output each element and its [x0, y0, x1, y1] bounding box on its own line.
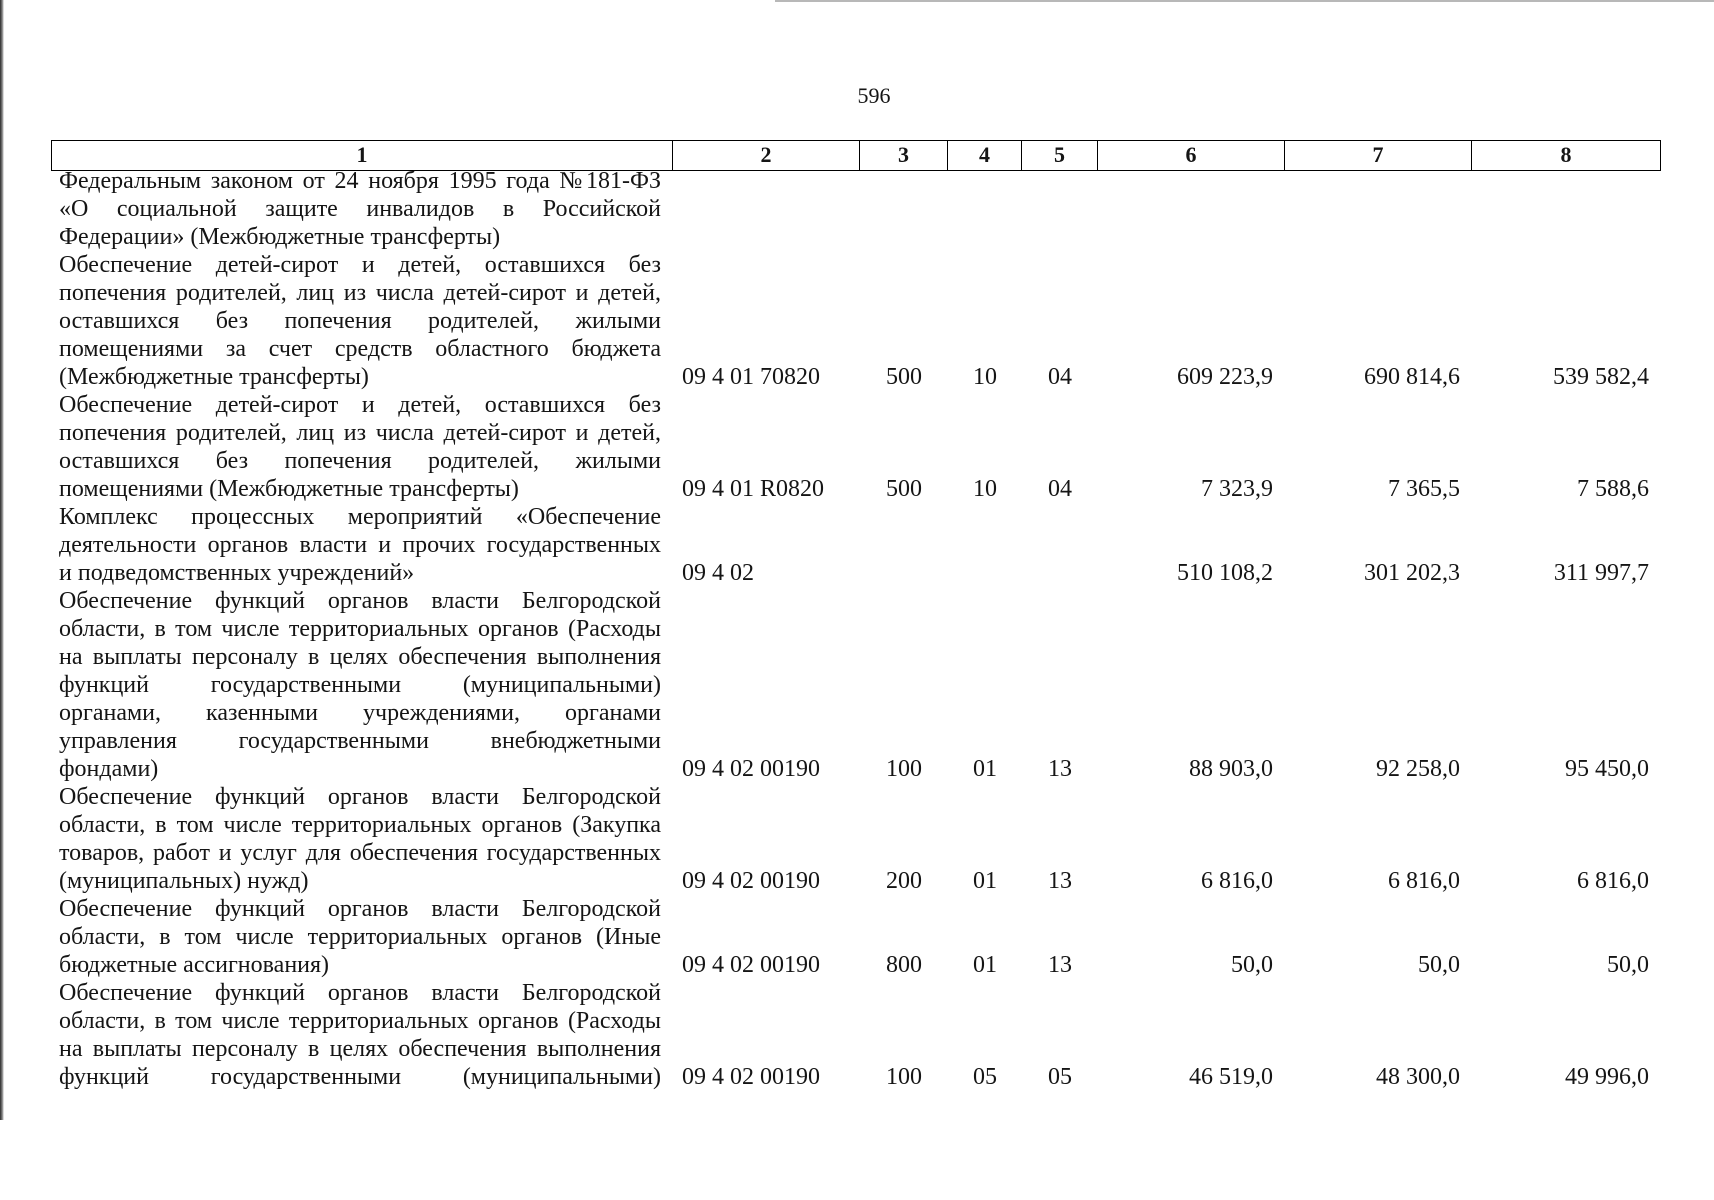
table-cell-col7: 7 365,5	[1388, 476, 1460, 502]
description-line: и подведомственных учреждений»	[59, 560, 415, 586]
description-line: помещениями за счет средств областного бюджета	[59, 336, 661, 362]
description-line: на выплаты персоналу в целях обеспечения выполнения	[59, 644, 661, 670]
description-line: «О социальной защите инвалидов в Российской	[59, 196, 661, 222]
table-cell-col7: 690 814,6	[1364, 364, 1460, 390]
table-cell-col8: 539 582,4	[1553, 364, 1649, 390]
table-row	[51, 979, 1661, 1091]
description-line: функций государственными (муниципальными)	[59, 672, 661, 698]
description-line: области, в том числе территориальных органов (Расходы	[59, 1008, 661, 1034]
table-row	[51, 895, 1661, 979]
table-body	[51, 167, 1661, 1091]
description-line: на выплаты персоналу в целях обеспечения выполнения	[59, 1036, 661, 1062]
header-cell-col7: 7	[1285, 140, 1472, 171]
table-cell-col4: 01	[973, 868, 997, 894]
header-cell-col8: 8	[1472, 140, 1661, 171]
description-line: Комплекс процессных мероприятий «Обеспечение	[59, 504, 661, 530]
description-line: Обеспечение детей-сирот и детей, оставшихся без	[59, 252, 661, 278]
table-cell-col8: 49 996,0	[1565, 1064, 1649, 1090]
description-line: (муниципальных) нужд)	[59, 868, 309, 894]
table-cell-col3: 500	[886, 364, 922, 390]
table-cell-col5	[1022, 223, 1098, 251]
description-line: помещениями (Межбюджетные трансферты)	[59, 476, 519, 502]
table-cell-col5: 05	[1048, 1064, 1072, 1090]
description-line: попечения родителей, лиц из числа детей-сирот и детей,	[59, 280, 661, 306]
table-row	[51, 503, 1661, 587]
table-cell-col3: 100	[886, 756, 922, 782]
table-cell-col7: 301 202,3	[1364, 560, 1460, 586]
table-cell-col2: 09 4 02 00190	[682, 756, 820, 782]
scan-edge-top	[775, 0, 1714, 2]
description-line: (Межбюджетные трансферты)	[59, 364, 369, 390]
description-line: Обеспечение детей-сирот и детей, оставшихся без	[59, 392, 661, 418]
table-row	[51, 391, 1661, 503]
table-cell-col4: 05	[973, 1064, 997, 1090]
description-line: фондами)	[59, 756, 159, 782]
table-row	[51, 251, 1661, 391]
table-cell-col3: 200	[886, 868, 922, 894]
table-cell-col4	[948, 223, 1022, 251]
table-cell-col8	[1472, 223, 1661, 251]
table-cell-col5: 13	[1048, 952, 1072, 978]
description-line: товаров, работ и услуг для обеспечения государственных	[59, 840, 661, 866]
description-line: Обеспечение функций органов власти Белгородской	[59, 896, 661, 922]
table-cell-col6: 7 323,9	[1201, 476, 1273, 502]
row-description	[51, 587, 673, 783]
header-cell-col2: 2	[673, 140, 860, 171]
table-cell-col2: 09 4 01 70820	[682, 364, 820, 390]
table-cell-col2: 09 4 02 00190	[682, 952, 820, 978]
table-cell-col6: 609 223,9	[1177, 364, 1273, 390]
description-line: деятельности органов власти и прочих государственных	[59, 532, 661, 558]
row-description	[51, 251, 673, 391]
description-line: управления государственными внебюджетными	[59, 728, 661, 754]
header-cell-col3: 3	[860, 140, 948, 171]
header-cell-col6: 6	[1098, 140, 1285, 171]
description-line: Обеспечение функций органов власти Белгородской	[59, 980, 661, 1006]
table-cell-col8: 7 588,6	[1577, 476, 1649, 502]
table-row	[51, 167, 1661, 251]
table-cell-col3	[860, 559, 948, 587]
header-cell-col5: 5	[1022, 140, 1098, 171]
description-line: области, в том числе территориальных органов (Расходы	[59, 616, 661, 642]
table-cell-col7: 6 816,0	[1388, 868, 1460, 894]
table-cell-col7	[1285, 223, 1472, 251]
table-cell-col5: 13	[1048, 868, 1072, 894]
description-line: бюджетные ассигнования)	[59, 952, 330, 978]
header-cell-col4: 4	[948, 140, 1022, 171]
table-row	[51, 587, 1661, 783]
table-cell-col8: 95 450,0	[1565, 756, 1649, 782]
table-cell-col3: 100	[886, 1064, 922, 1090]
table-cell-col5	[1022, 559, 1098, 587]
row-description	[51, 895, 673, 979]
description-line: области, в том числе территориальных органов (Иные	[59, 924, 661, 950]
table-row	[51, 783, 1661, 895]
table-cell-col7: 50,0	[1418, 952, 1460, 978]
table-cell-col2	[673, 223, 860, 251]
row-description	[51, 167, 673, 251]
table-cell-col2: 09 4 02 00190	[682, 868, 820, 894]
description-line: оставшихся без попечения родителей, жилыми	[59, 448, 661, 474]
table-cell-col4: 10	[973, 476, 997, 502]
description-line: функций государственными (муниципальными)	[59, 1064, 661, 1090]
description-line: Обеспечение функций органов власти Белгородской	[59, 588, 661, 614]
table-cell-col6: 50,0	[1231, 952, 1273, 978]
table-cell-col2: 09 4 02	[682, 560, 754, 586]
table-cell-col8: 50,0	[1607, 952, 1649, 978]
table-cell-col5: 04	[1048, 476, 1072, 502]
description-line: попечения родителей, лиц из числа детей-сирот и детей,	[59, 420, 661, 446]
table-cell-col2: 09 4 02 00190	[682, 1064, 820, 1090]
table-cell-col5: 04	[1048, 364, 1072, 390]
header-cell-col1: 1	[51, 140, 673, 171]
table-cell-col2: 09 4 01 R0820	[682, 476, 825, 502]
description-line: оставшихся без попечения родителей, жилыми	[59, 308, 661, 334]
row-description	[51, 503, 673, 587]
table-cell-col6: 6 816,0	[1201, 868, 1273, 894]
table-cell-col4: 01	[973, 756, 997, 782]
description-line: области, в том числе территориальных органов (Закупка	[59, 812, 661, 838]
table-cell-col5: 13	[1048, 756, 1072, 782]
table-cell-col4: 01	[973, 952, 997, 978]
table-cell-col3: 500	[886, 476, 922, 502]
page-number: 596	[857, 83, 891, 108]
table-cell-col8: 6 816,0	[1577, 868, 1649, 894]
table-cell-col3	[860, 223, 948, 251]
table-cell-col6	[1098, 223, 1285, 251]
row-description	[51, 391, 673, 503]
description-line: Федерации» (Межбюджетные трансферты)	[59, 224, 501, 250]
description-line: Федеральным законом от 24 ноября 1995 года №181-ФЗ	[59, 168, 661, 194]
table-cell-col6: 46 519,0	[1189, 1064, 1273, 1090]
description-line: Обеспечение функций органов власти Белгородской	[59, 784, 661, 810]
table-cell-col4: 10	[973, 364, 997, 390]
table-cell-col3: 800	[886, 952, 922, 978]
table-cell-col7: 92 258,0	[1376, 756, 1460, 782]
table-cell-col6: 510 108,2	[1177, 560, 1273, 586]
description-line: органами, казенными учреждениями, органами	[59, 700, 661, 726]
row-description	[51, 979, 673, 1091]
table-cell-col4	[948, 559, 1022, 587]
row-description	[51, 783, 673, 895]
table-cell-col6: 88 903,0	[1189, 756, 1273, 782]
table-cell-col8: 311 997,7	[1553, 560, 1649, 586]
scan-edge-left	[0, 0, 4, 1120]
table-cell-col7: 48 300,0	[1376, 1064, 1460, 1090]
